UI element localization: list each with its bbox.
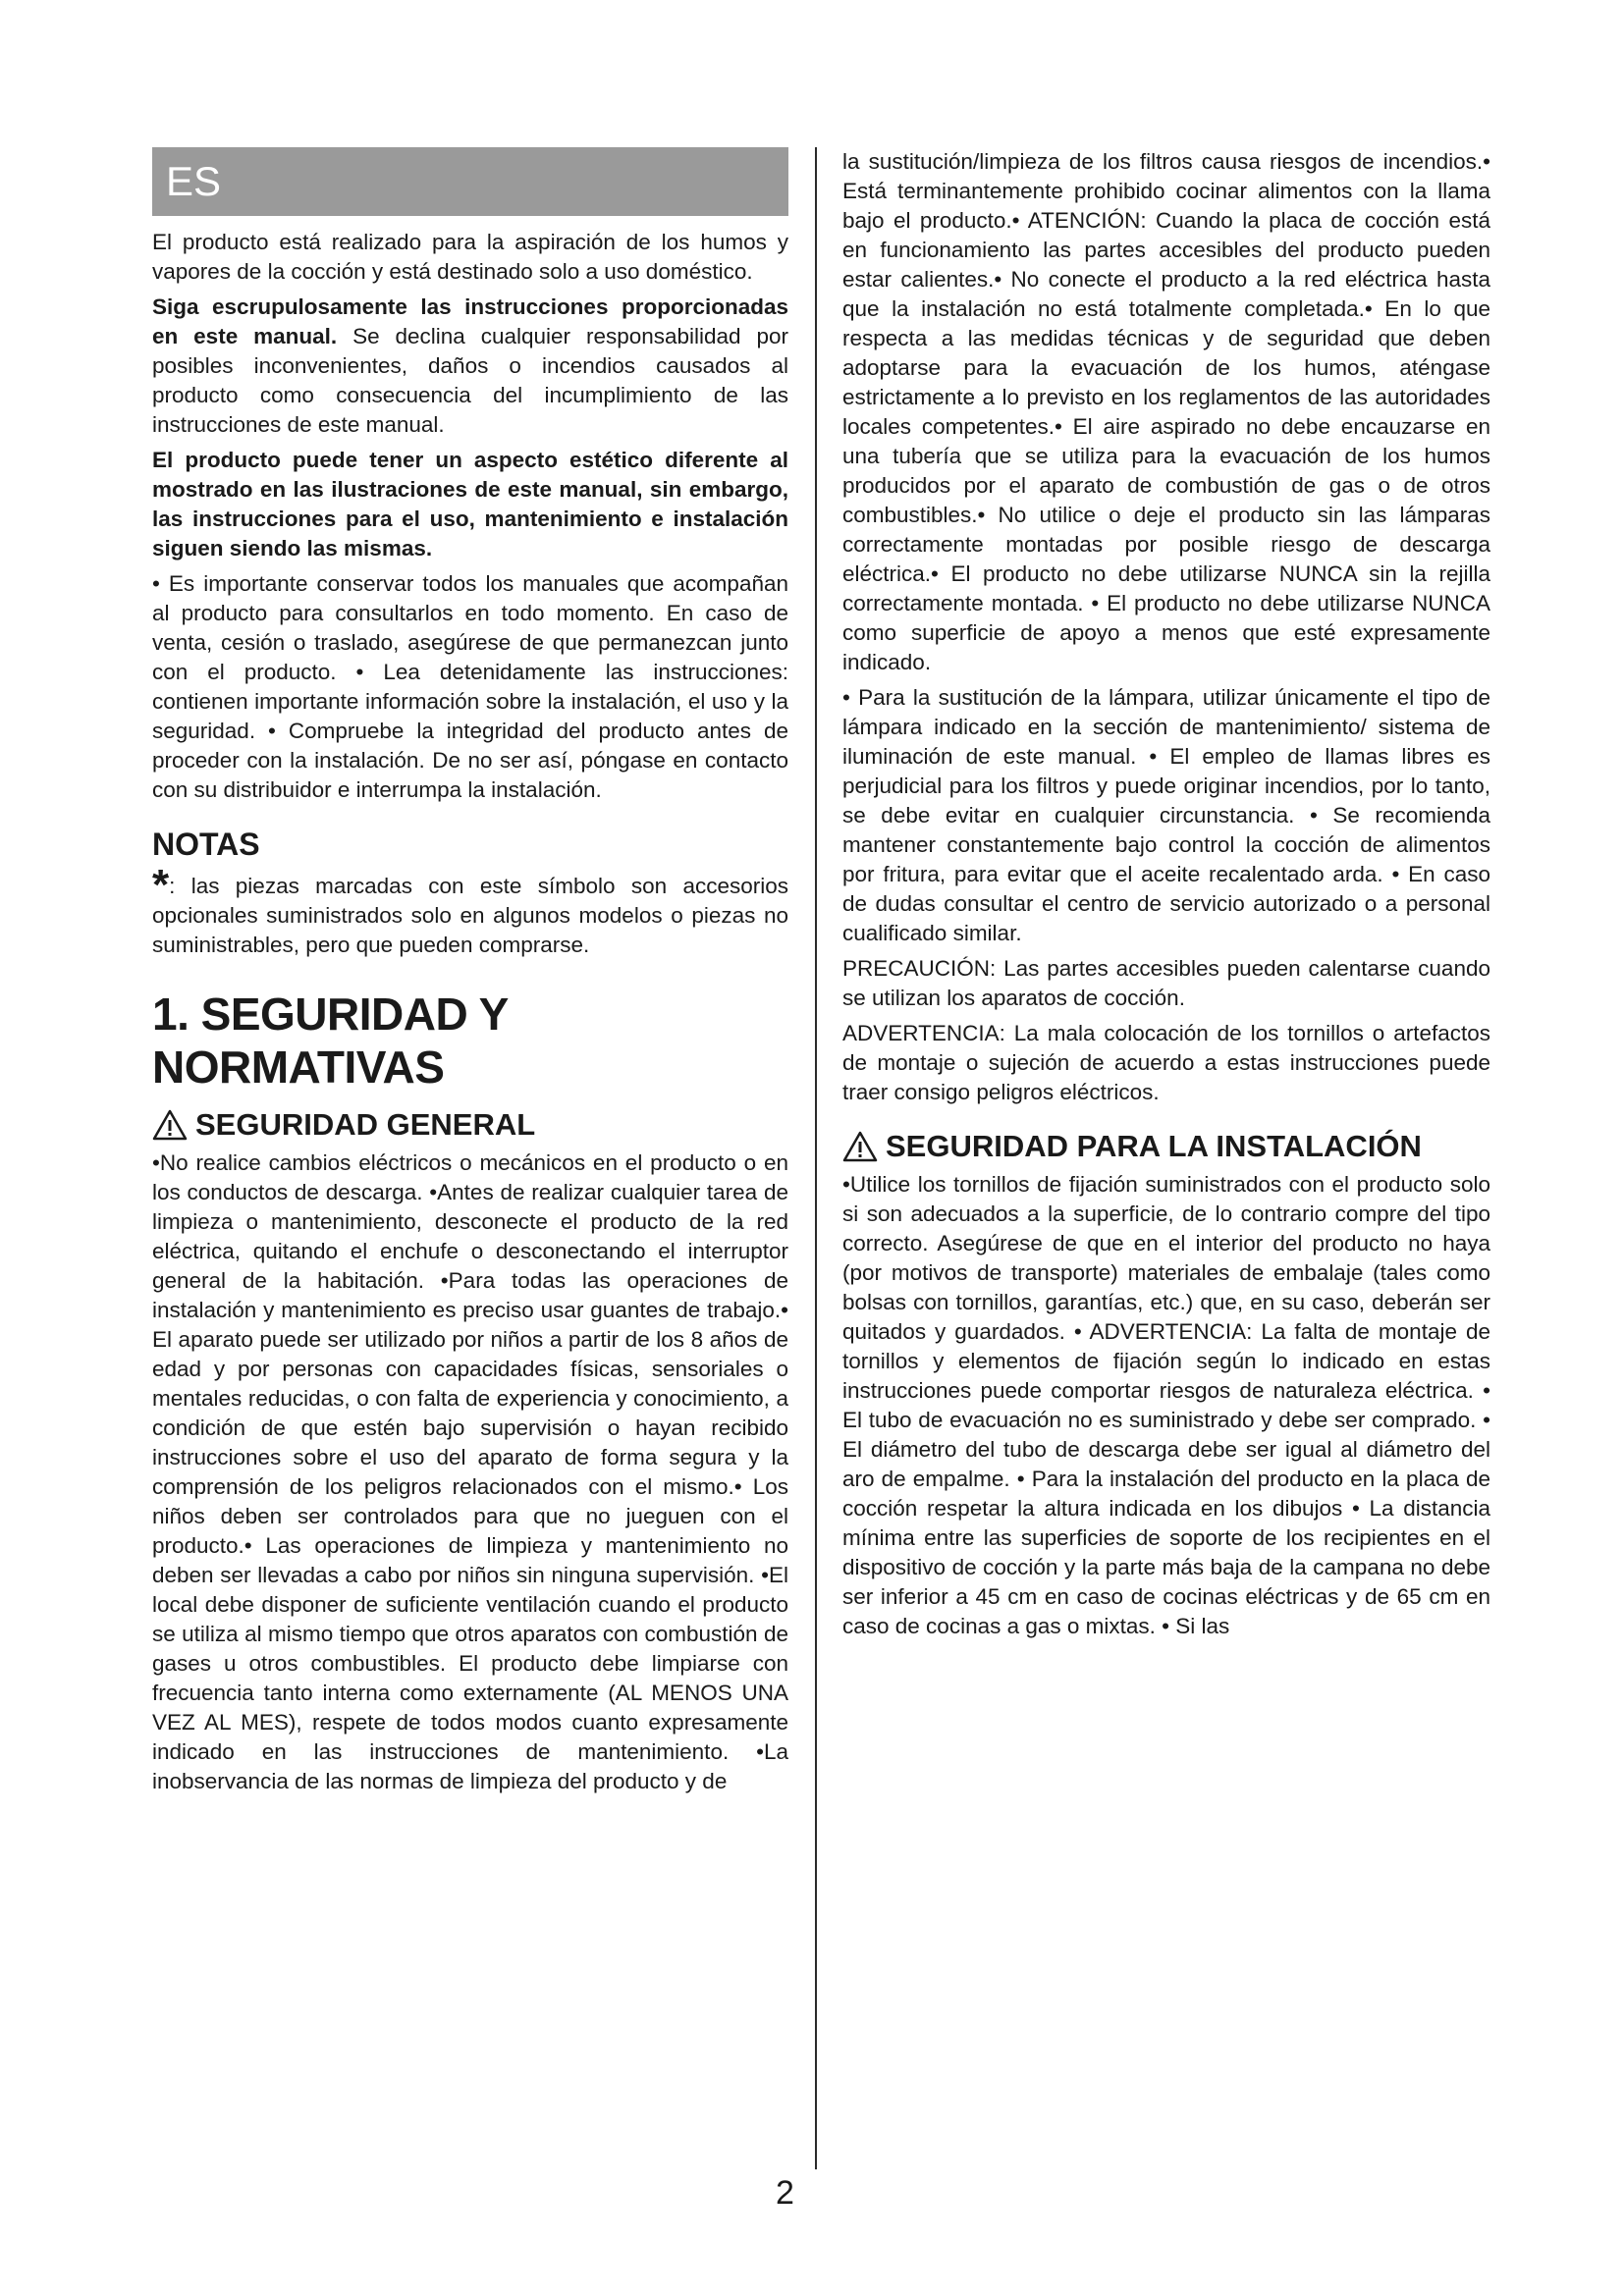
warning-triangle-icon [842,1131,878,1162]
precaucion-paragraph: PRECAUCIÓN: Las partes accesibles pueden calentarse cuando se utilizan los aparatos de cocción. [842,956,1490,1010]
instructions-warning [152,293,788,440]
right-column [842,147,1490,1647]
aesthetic-notice: El producto puede tener un aspecto estético diferente al mostrado en las ilustraciones de este manual, sin embargo, las instrucciones para el uso, mantenimiento e instalación siguen siendo las mismas. [152,448,788,561]
notas-heading: NOTAS [152,827,260,862]
page-number: 2 [776,2174,794,2212]
advertencia-paragraph: ADVERTENCIA: La mala colocación de los tornillos o artefactos de montaje o sujeción de acuerdo a estas instrucciones puede traer consigo peligros eléctricos. [842,1021,1490,1104]
manuals-paragraph: • Es importante conservar todos los manuales que acompañan al producto para consultarlos en todo momento. En caso de venta, cesión o traslado, asegúrese de que permanezcan junto con el producto. • Lea detenidamente las instrucciones: contienen importante información sobre la instalación, el uso y la seguridad. • Compruebe la integridad del producto antes de proceder con la instalación. De no ser así, póngase en contacto con su distribuidor e interrumpa la instalación. [152,571,788,802]
instructions-warning-bold: Siga escrupulosamente las instrucciones proporcionadas en este manual. [152,294,788,348]
installation-safety-heading [842,1129,1490,1164]
notas-text: : las piezas marcadas con este símbolo son accesorios opcionales suministrados solo en algunos modelos o piezas no suministrables, pero que pueden comprarse. [152,874,788,957]
lamp-paragraph: • Para la sustitución de la lámpara, utilizar únicamente el tipo de lámpara indicado en la sección de mantenimiento/ sistema de iluminación de este manual. • El empleo de llamas libres es perjudicial para los filtros y puede originar incendios, por lo tanto, se debe evitar en cualquier circunstancia. • Se recomienda mantener constantemente bajo control la cocción de alimentos por fritura, para evitar que el aceite recalentado arda. • En caso de dudas consultar el centro de servicio autorizado o a personal cualificado similar. [842,685,1490,945]
section-title: 1. SEGURIDAD Y NORMATIVAS [152,988,508,1093]
general-safety-title: SEGURIDAD GENERAL [195,1107,536,1142]
intro-paragraph: El producto está realizado para la aspiración de los humos y vapores de la cocción y está destinado solo a uso doméstico. [152,230,788,284]
general-safety-heading [152,1107,788,1143]
warning-triangle-icon [152,1109,188,1141]
language-code: ES [166,158,222,204]
installation-safety-title: SEGURIDAD PARA LA INSTALACIÓN [886,1129,1422,1163]
language-header [152,147,788,216]
general-safety-text: •No realice cambios eléctricos o mecánicos en el producto o en los conductos de descarga. •Antes de realizar cualquier tarea de limpieza o mantenimiento, desconecte el producto de la red eléctrica, quitando el enchufe o desconectando el interruptor general de la habitación. •Para todas las operaciones de instalación y mantenimiento es preciso usar guantes de trabajo.• El aparato puede ser utilizado por niños a partir de los 8 años de edad y por personas con capacidades físicas, sensoriales o mentales reducidas, o con falta de experiencia y conocimiento, a condición de que estén bajo supervisión o hayan recibido instrucciones sobre el uso del aparato de forma segura y la comprensión de los peligros relacionados con el mismo.• Los niños deben ser controlados para que no jueguen con el producto.• Las operaciones de limpieza y mantenimiento no deben ser llevadas a cabo por niños sin ninguna supervisión. •El local debe disponer de suficiente ventilación cuando el producto se utiliza al mismo tiempo que otros aparatos con combustión de gases u otros combustibles. El producto debe limpiarse con frecuencia tanto interna como externamente (AL MENOS UNA VEZ AL MES), respete de todos modos cuanto expresamente indicado en las instrucciones de mantenimiento. •La inobservancia de las normas de limpieza del producto y de [152,1150,788,1793]
installation-safety-text: •Utilice los tornillos de fijación suministrados con el producto solo si son adecuados a la superficie, de lo contrario compre del tipo correcto. Asegúrese de que en el interior del producto no haya (por motivos de transporte) materiales de embalaje (tales como bolsas con tornillos, garantías, etc.) que, en su caso, deberán ser quitados y guardados. • ADVERTENCIA: La falta de montaje de tornillos y elementos de fijación según lo indicado en estas instrucciones puede comportar riesgos de naturaleza eléctrica. • El tubo de evacuación no es suministrado y debe ser comprado. • El diámetro del tubo de descarga debe ser igual al diámetro del aro de empalme. • Para la instalación del producto en la placa de cocción respetar la altura indicada en los dibujos • La distancia mínima entre las superficies de soporte de los recipientes en el dispositivo de cocción y la parte más baja de la campana no debe ser inferior a 45 cm en caso de cocinas eléctricas y de 65 cm en caso de cocinas a gas o mixtas. • Si las [842,1172,1490,1638]
column-divider [815,147,817,2169]
left-column [152,147,788,1802]
instructions-warning-text: Se declina cualquier responsabilidad por posibles inconvenientes, daños o incendios causados al producto como consecuencia del incumplimiento de las instrucciones de este manual. [152,324,788,437]
asterisk-icon: * [152,861,170,909]
continuation-paragraph: la sustitución/limpieza de los filtros causa riesgos de incendios.• Está terminantemente prohibido cocinar alimentos con la llama bajo el producto.• ATENCIÓN: Cuando la placa de cocción está en funcionamiento las partes accesibles del producto pueden estar calientes.• No conecte el producto a la red eléctrica hasta que la instalación no está totalmente completada.• En lo que respecta a las medidas técnicas y de seguridad que deben adoptarse para la evacuación de los humos, aténgase estrictamente a lo previsto en los reglamentos de las autoridades locales competentes.• El aire aspirado no debe encauzarse en una tubería que se utiliza para la evacuación de los humos producidos por el aparato de combustión de gas o de otros combustibles.• No utilice o deje el producto sin las lámparas correctamente montadas por posible riesgo de descarga eléctrica.• El producto no debe utilizarse NUNCA sin la rejilla correctamente montada. • El producto no debe utilizarse NUNCA como superficie de apoyo a menos que esté expresamente indicado. [842,149,1490,674]
notas-paragraph [152,861,788,960]
